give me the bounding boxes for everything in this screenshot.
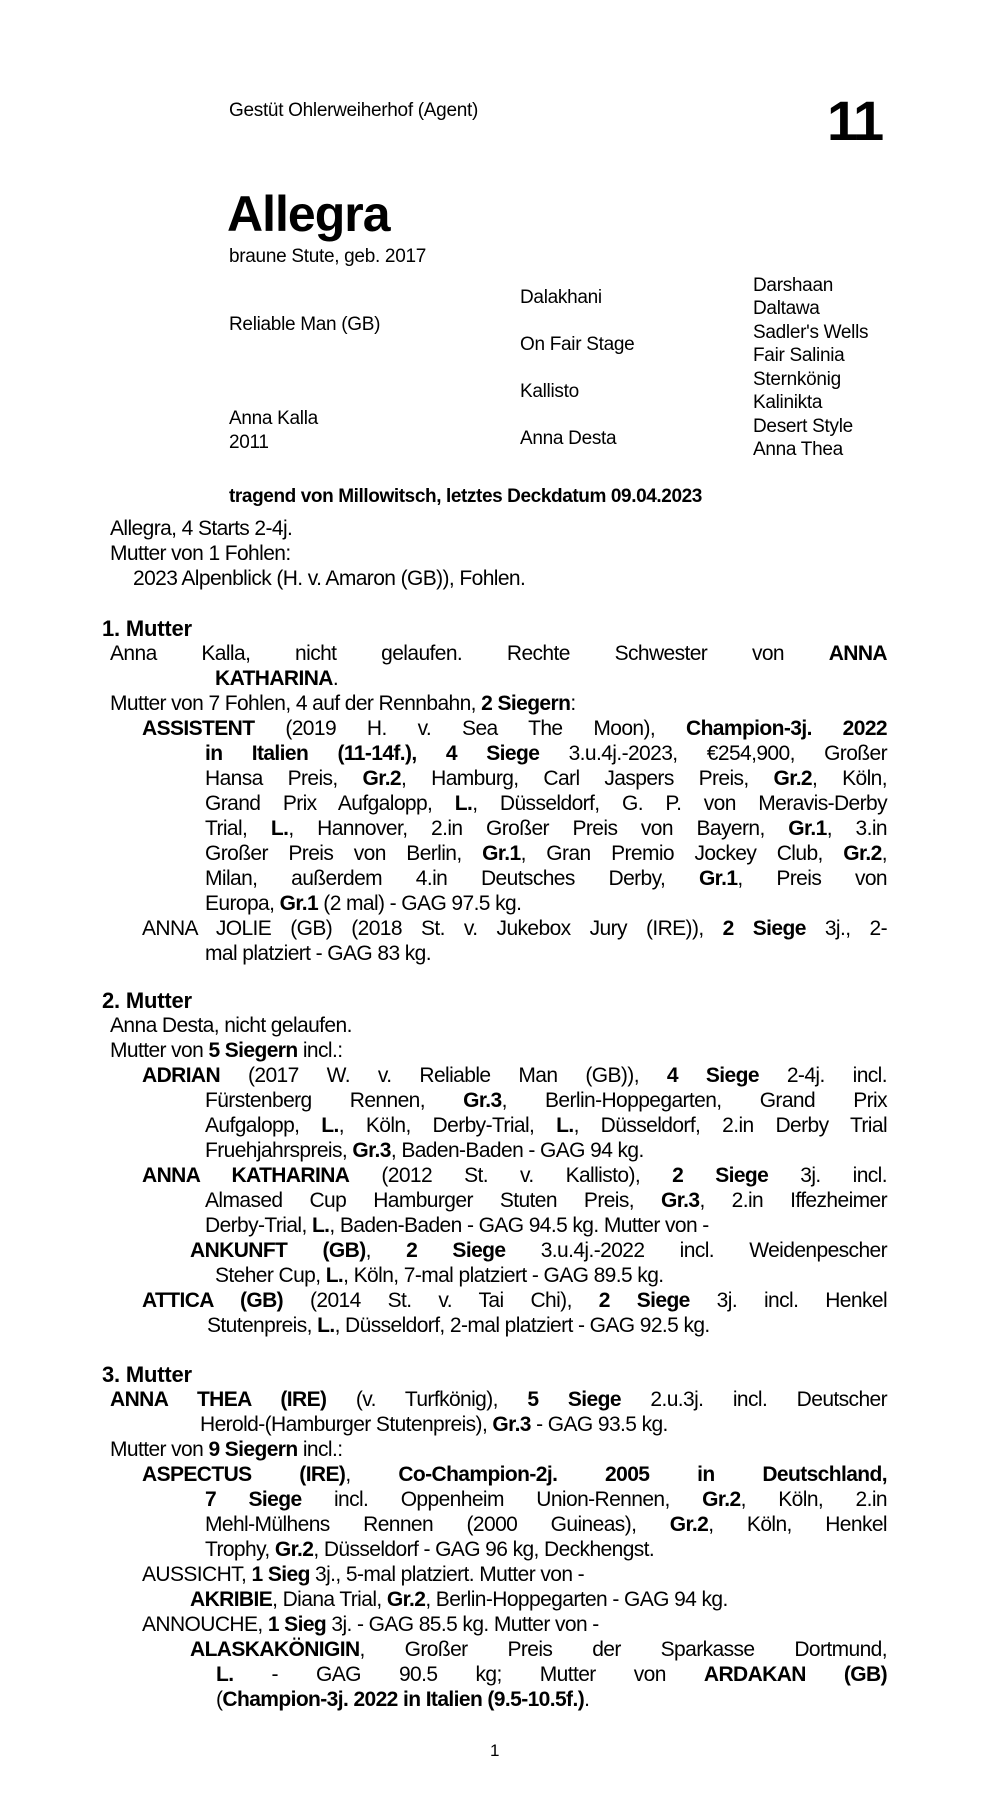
bold-run: Gr.3 (463, 1089, 502, 1112)
text-run: 3.u.4j.-2022 incl. Weidenpescher (505, 1239, 887, 1262)
bold-run: 9 Siegern (208, 1438, 298, 1461)
bold-run: L. (216, 1663, 234, 1686)
text-run: , Diana Trial, (272, 1588, 387, 1611)
text-run: Steher Cup, (215, 1264, 326, 1287)
bold-run: Gr.2 (386, 1588, 426, 1611)
text-run: , Baden-Baden - GAG 94.5 kg. Mutter von - (329, 1214, 709, 1237)
bold-run: ANNA (828, 642, 887, 665)
text-run: , Gran Premio Jockey Club, (520, 842, 844, 865)
text-run: Grand Prix Aufgalopp, (205, 792, 455, 815)
page-number: 1 (490, 1741, 500, 1760)
bold-run: 2 Siege (598, 1289, 690, 1312)
section-line (142, 1562, 584, 1587)
pedigree-dam: Anna Kalla (229, 408, 318, 429)
section-line (190, 1637, 887, 1662)
lot-number: 11 (827, 89, 883, 152)
bold-run: ASSISTENT (142, 717, 255, 740)
bold-run: L. (325, 1264, 344, 1287)
section-line (215, 1263, 664, 1288)
bold-run: 2 Siege (672, 1164, 769, 1187)
text-run: , Berlin-Hoppegarten - GAG 94 kg. (425, 1588, 728, 1611)
text-run: , Düsseldorf, 2.in Derby Trial (573, 1114, 888, 1137)
text-run: Fürstenberg Rennen, (205, 1089, 464, 1112)
text-run: , Köln, (812, 767, 887, 790)
text-run: , (365, 1239, 407, 1262)
bold-run: Gr.2 (362, 767, 402, 790)
text-run: (2017 W. v. Reliable Man (GB)), (220, 1064, 667, 1087)
text-run: (v. Turfkönig), (326, 1388, 528, 1411)
bold-run: Gr.2 (274, 1538, 314, 1561)
text-run: : (570, 692, 576, 715)
section-line (205, 1138, 644, 1163)
text-run: Mutter von 7 Fohlen, 4 auf der Rennbahn, (110, 692, 482, 715)
pedigree-dam-sire: Kallisto (520, 381, 579, 402)
bold-run: Gr.1 (482, 842, 521, 865)
section-line (142, 1288, 887, 1313)
text-run: , Köln, 2.in (740, 1488, 888, 1511)
pedigree-gen3: Sadler's Wells (753, 322, 869, 343)
bold-run: Gr.2 (773, 767, 813, 790)
section-line (190, 1587, 728, 1612)
pedigree-gen3: Sternkönig (753, 369, 841, 390)
bold-run: Gr.1 (279, 892, 319, 915)
section-line (205, 1088, 887, 1113)
intro-line (133, 566, 525, 591)
bold-run: Gr.2 (843, 842, 882, 865)
text-run: Trophy, (205, 1538, 275, 1561)
bold-run: 1 Sieg (267, 1613, 327, 1636)
bold-run: AKRIBIE (190, 1588, 273, 1611)
text-run: Milan, außerdem 4.in Deutsches Derby, (205, 867, 699, 890)
text-run: , (881, 842, 887, 865)
section-heading: 1. Mutter (102, 616, 192, 641)
intro-line (110, 516, 292, 541)
bold-run: ALASKAKÖNIGIN (190, 1638, 360, 1661)
text-run: (2012 St. v. Kallisto), (349, 1164, 673, 1187)
text-run: Almased Cup Hamburger Stuten Preis, (205, 1189, 661, 1212)
section-line (215, 666, 338, 691)
text-run: , Preis von (737, 867, 887, 890)
bold-run: L. (454, 792, 473, 815)
bold-run: 1 Sieg (251, 1563, 310, 1586)
text-run: 3.u.4j.-2023, €254,900, Großer (539, 742, 887, 765)
text-run: Mutter von (110, 1039, 209, 1062)
text-run: 2-4j. incl. (758, 1064, 887, 1087)
covering-note: tragend von Millowitsch, letztes Deckdatum 09.04.2023 (229, 486, 702, 507)
text-run: Mehl-Mülhens Rennen (2000 Guineas), (205, 1513, 670, 1536)
bold-run: Gr.2 (702, 1488, 741, 1511)
section-line (205, 941, 431, 966)
bold-run: Gr.1 (698, 867, 738, 890)
text-run: Trial, (205, 817, 271, 840)
text-run: , 3.in (826, 817, 887, 840)
text-run: Herold-(Hamburger Stutenpreis), (200, 1413, 493, 1436)
section-line (216, 1687, 589, 1712)
bold-run: Gr.1 (788, 817, 827, 840)
section-line (142, 1163, 887, 1188)
bold-run: Champion-3j. 2022 in Italien (9.5-10.5f.) (222, 1688, 585, 1711)
text-run: Mutter von 1 Fohlen: (110, 542, 291, 565)
text-run: , Köln, Henkel (708, 1513, 887, 1536)
text-run: Anna Kalla, nicht gelaufen. Rechte Schwester von (110, 642, 829, 665)
bold-run: 2 Siegern (481, 692, 571, 715)
section-line (216, 1662, 887, 1687)
text-run: Aufgalopp, (205, 1114, 322, 1137)
text-run: ANNOUCHE, (142, 1613, 268, 1636)
pedigree-sire-sire: Dalakhani (520, 287, 602, 308)
text-run: 2.u.3j. incl. Deutscher (620, 1388, 887, 1411)
section-line (142, 916, 887, 941)
pedigree-gen3: Kalinikta (753, 392, 823, 413)
bold-run: 5 Siegern (208, 1039, 298, 1062)
text-run: , Großer Preis der Sparkasse Dortmund, (359, 1638, 887, 1661)
text-run: incl. Oppenheim Union-Rennen, (301, 1488, 703, 1511)
section-line (142, 716, 887, 741)
section-heading: 2. Mutter (102, 988, 192, 1013)
text-run: , Düsseldorf - GAG 96 kg, Deckhengst. (313, 1538, 655, 1561)
bold-run: ARDAKAN (GB) (703, 1663, 887, 1686)
text-run: Europa, (205, 892, 280, 915)
text-run: (2 mal) - GAG 97.5 kg. (318, 892, 522, 915)
bold-run: in Italien (11-14f.), 4 Siege (205, 742, 540, 765)
bold-run: L. (556, 1114, 574, 1137)
text-run: - GAG 90.5 kg; Mutter von (233, 1663, 704, 1686)
text-run: Fruehjahrspreis, (205, 1139, 353, 1162)
section-line (205, 1487, 887, 1512)
bold-run: L. (311, 1214, 330, 1237)
text-run: Anna Desta, nicht gelaufen. (110, 1014, 352, 1037)
intro-line (110, 541, 291, 566)
text-run: , Düsseldorf, 2-mal platziert - GAG 92.5 kg. (334, 1314, 710, 1337)
bold-run: 5 Siege (527, 1388, 621, 1411)
text-run: 3j., 5-mal platziert. Mutter von - (309, 1563, 585, 1586)
bold-run: ASPECTUS (IRE) (142, 1463, 346, 1486)
section-line (205, 866, 887, 891)
text-run: ( (216, 1688, 223, 1711)
horse-name: Allegra (227, 186, 390, 242)
section-line (110, 1038, 342, 1063)
text-run: , (345, 1463, 399, 1486)
pedigree-gen3: Desert Style (753, 416, 853, 437)
section-line (205, 766, 887, 791)
text-run: , Berlin-Hoppegarten, Grand Prix (501, 1089, 887, 1112)
section-line (110, 1387, 887, 1412)
bold-run: Gr.3 (660, 1189, 700, 1212)
bold-run: Co-Champion-2j. 2005 in Deutschland, (398, 1463, 887, 1486)
bold-run: ANNA KATHARINA (142, 1164, 350, 1187)
bold-run: Champion-3j. 2022 (686, 717, 887, 740)
bold-run: 2 Siege (722, 917, 806, 940)
bold-run: ANNA THEA (IRE) (110, 1388, 327, 1411)
text-run: Stutenpreis, (207, 1314, 318, 1337)
text-run: Mutter von (110, 1438, 209, 1461)
pedigree-dam-year: 2011 (229, 432, 269, 453)
pedigree-gen3: Fair Salinia (753, 345, 845, 366)
bold-run: Gr.2 (669, 1513, 709, 1536)
text-run: , Köln, 7-mal platziert - GAG 89.5 kg. (343, 1264, 664, 1287)
text-run: , 2.in Iffezheimer (699, 1189, 888, 1212)
text-run: 3j. incl. (768, 1164, 887, 1187)
section-line (205, 791, 887, 816)
horse-description: braune Stute, geb. 2017 (229, 246, 426, 267)
text-run: mal platziert - GAG 83 kg. (205, 942, 431, 965)
text-run: 3j., 2- (805, 917, 887, 940)
section-line (190, 1238, 887, 1263)
text-run: 2023 Alpenblick (H. v. Amaron (GB)), Fohlen. (133, 567, 526, 590)
section-line (205, 1537, 654, 1562)
bold-run: 7 Siege (205, 1488, 302, 1511)
text-run: AUSSICHT, (142, 1563, 252, 1586)
text-run: 3j. - GAG 85.5 kg. Mutter von - (326, 1613, 599, 1636)
pedigree-sire-dam: On Fair Stage (520, 334, 635, 355)
section-heading: 3. Mutter (102, 1362, 192, 1387)
section-line (142, 1612, 599, 1637)
pedigree-sire: Reliable Man (GB) (229, 314, 381, 335)
bold-run: ATTICA (GB) (142, 1289, 284, 1312)
section-line (110, 691, 576, 716)
section-line (205, 891, 521, 916)
bold-run: Gr.3 (352, 1139, 391, 1162)
section-line (110, 1437, 342, 1462)
section-line (205, 841, 887, 866)
text-run: - GAG 93.5 kg. (530, 1413, 668, 1436)
text-run: (2014 St. v. Tai Chi), (283, 1289, 599, 1312)
text-run: , Hamburg, Carl Jaspers Preis, (401, 767, 774, 790)
text-run: 3j. incl. Henkel (689, 1289, 888, 1312)
bold-run: L. (321, 1114, 339, 1137)
section-line (110, 641, 887, 666)
section-line (142, 1063, 887, 1088)
bold-run: L. (317, 1314, 335, 1337)
text-run: Allegra, 4 Starts 2-4j. (110, 517, 293, 540)
bold-run: KATHARINA (215, 667, 333, 690)
text-run: incl.: (297, 1039, 343, 1062)
text-run: (2019 H. v. Sea The Moon), (254, 717, 686, 740)
pedigree-dam-dam: Anna Desta (520, 428, 617, 449)
text-run: , Düsseldorf, G. P. von Meravis-Derby (472, 792, 888, 815)
bold-run: ANKUNFT (GB) (190, 1239, 366, 1262)
section-line (207, 1313, 710, 1338)
section-line (200, 1412, 668, 1437)
section-line (110, 1013, 352, 1038)
text-run: Derby-Trial, (205, 1214, 312, 1237)
bold-run: L. (270, 817, 289, 840)
bold-run: Gr.3 (492, 1413, 531, 1436)
section-line (205, 1188, 887, 1213)
text-run: , Köln, Derby-Trial, (338, 1114, 557, 1137)
text-run: , Hannover, 2.in Großer Preis von Bayern, (288, 817, 789, 840)
text-run: . (584, 1688, 590, 1711)
text-run: , Baden-Baden - GAG 94 kg. (390, 1139, 644, 1162)
text-run: . (332, 667, 339, 690)
section-line (205, 1213, 709, 1238)
text-run: ANNA JOLIE (GB) (2018 St. v. Jukebox Jury (IRE)), (142, 917, 723, 940)
text-run: incl.: (297, 1438, 343, 1461)
text-run: Großer Preis von Berlin, (205, 842, 483, 865)
consignor: Gestüt Ohlerweiherhof (Agent) (229, 100, 478, 121)
pedigree-gen3: Daltawa (753, 298, 820, 319)
section-line (205, 1113, 887, 1138)
text-run: Hansa Preis, (205, 767, 363, 790)
bold-run: 2 Siege (406, 1239, 506, 1262)
pedigree-gen3: Anna Thea (753, 439, 843, 460)
bold-run: 4 Siege (666, 1064, 759, 1087)
pedigree-gen3: Darshaan (753, 275, 833, 296)
bold-run: ADRIAN (142, 1064, 221, 1087)
section-line (205, 741, 887, 766)
section-line (205, 1512, 887, 1537)
section-line (142, 1462, 887, 1487)
section-line (205, 816, 887, 841)
